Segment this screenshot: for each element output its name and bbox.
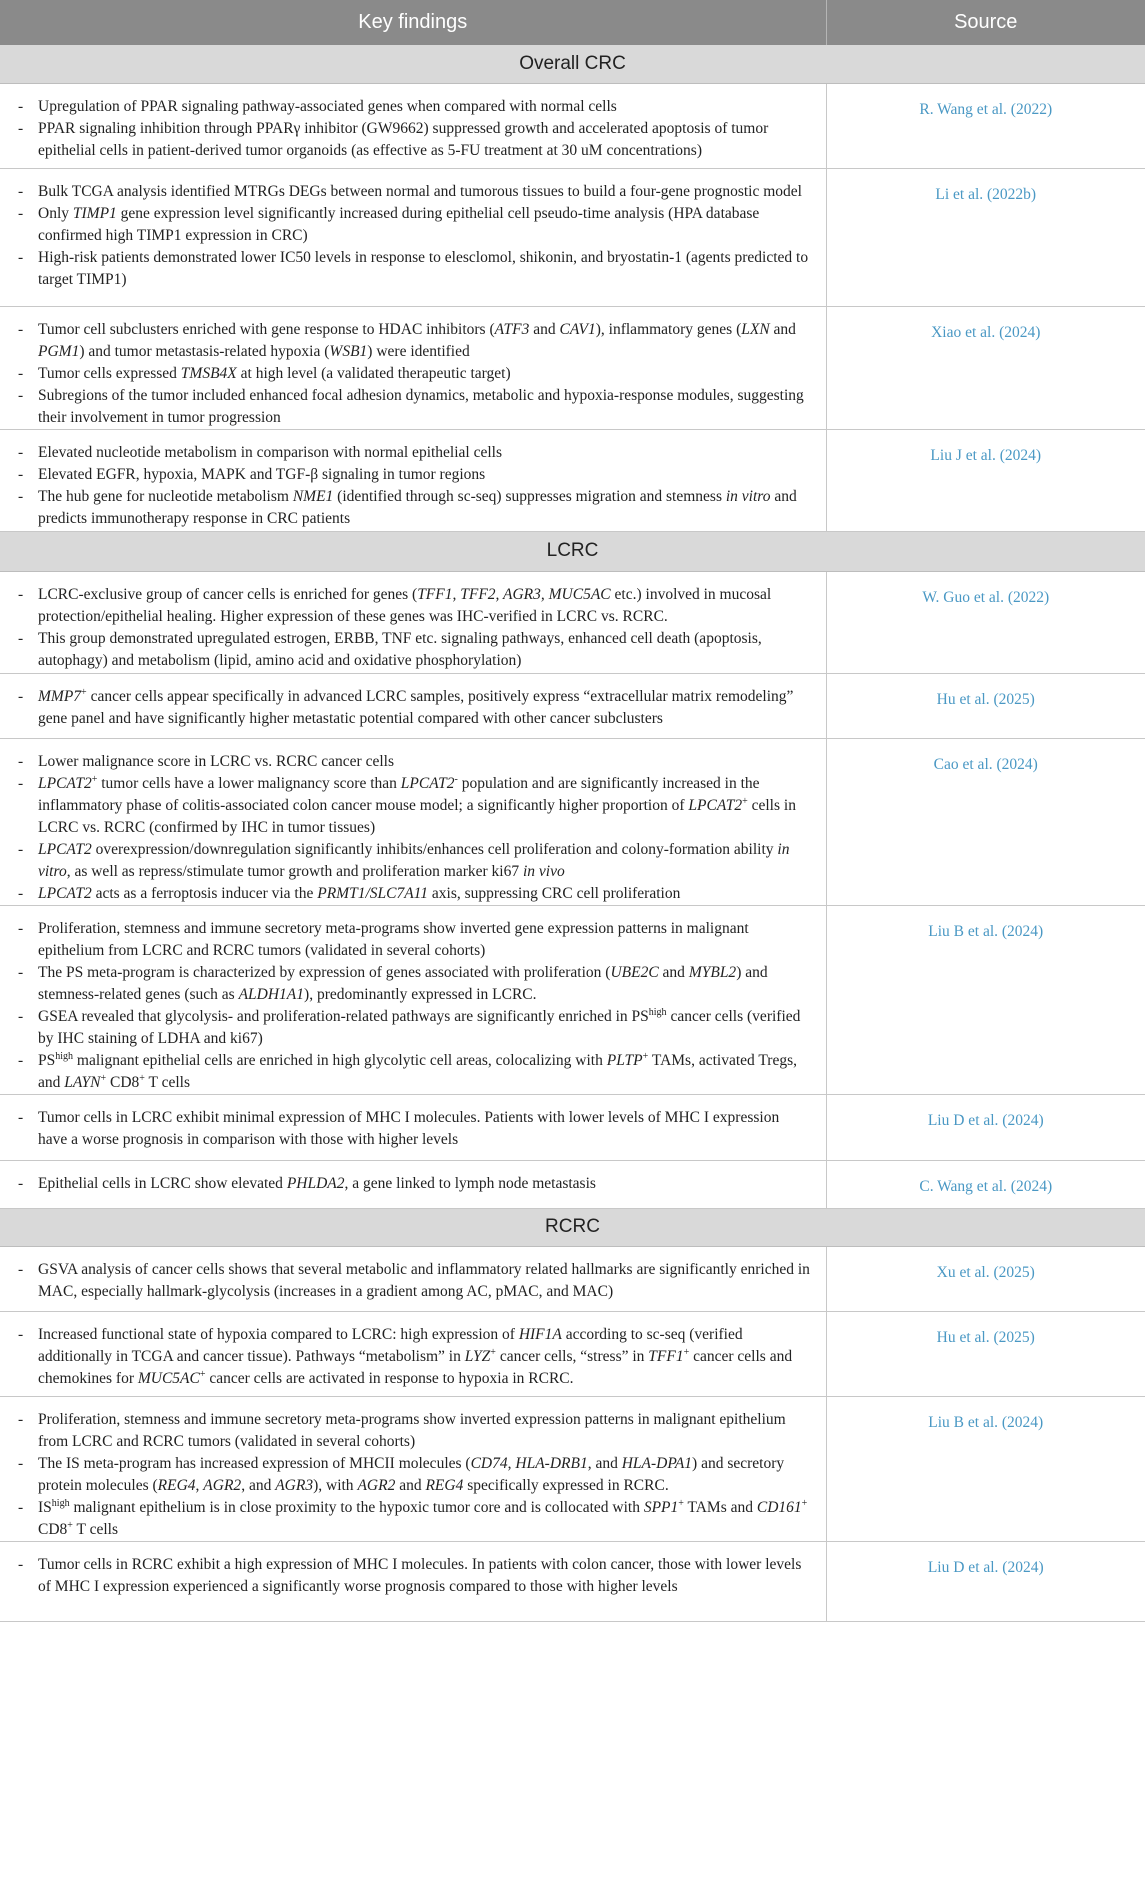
key-findings-cell bbox=[0, 429, 826, 531]
header-source: Source bbox=[826, 0, 1145, 45]
findings-list bbox=[0, 1095, 826, 1151]
section-row bbox=[0, 1208, 1145, 1246]
source-cell bbox=[826, 1094, 1145, 1160]
key-findings-cell bbox=[0, 1160, 826, 1208]
finding-item: - The hub gene for nucleotide metabolism NME1 (identified through sc-seq) suppresses migration and stemness in vitro and predicts immunotherapy response in CRC patients bbox=[38, 486, 812, 530]
table-row bbox=[0, 905, 1145, 1094]
finding-item: - LPCAT2+ tumor cells have a lower malignancy score than LPCAT2- population and are significantly increased in the inflammatory phase of colitis-associated colon cancer mouse model; a significantly higher proportion of LPCAT2+ cells in LCRC vs. RCRC (confirmed by IHC in tumor tissues) bbox=[38, 773, 812, 839]
finding-item: - Increased functional state of hypoxia compared to LCRC: high expression of HIF1A according to sc-seq (verified additionally in TCGA and cancer tissue). Pathways “metabolism” in LYZ+ cancer cells, “stress” in TFF1+ cancer cells and chemokines for MUC5AC+ cancer cells are activated in response to hypoxia in RCRC. bbox=[38, 1324, 812, 1390]
key-findings-cell bbox=[0, 1396, 826, 1541]
finding-item: - Elevated nucleotide metabolism in comparison with normal epithelial cells bbox=[38, 442, 812, 464]
table-row bbox=[0, 1094, 1145, 1160]
key-findings-cell bbox=[0, 83, 826, 168]
findings-list bbox=[0, 430, 826, 530]
key-findings-cell bbox=[0, 738, 826, 905]
key-findings-cell bbox=[0, 571, 826, 673]
key-findings-cell bbox=[0, 1311, 826, 1396]
finding-item: - The IS meta-program has increased expression of MHCII molecules (CD74, HLA-DRB1, and HLA-DPA1) and secretory protein molecules (REG4, AGR2, and AGR3), with AGR2 and REG4 specifically expressed in RCRC. bbox=[38, 1453, 812, 1497]
source-cell bbox=[826, 306, 1145, 429]
source-link[interactable]: Xu et al. (2025) bbox=[936, 1263, 1035, 1281]
key-findings-cell bbox=[0, 1246, 826, 1311]
source-link[interactable]: Liu B et al. (2024) bbox=[928, 922, 1044, 940]
source-link[interactable]: Li et al. (2022b) bbox=[935, 185, 1037, 203]
table-row bbox=[0, 738, 1145, 905]
findings-list bbox=[0, 1542, 826, 1598]
key-findings-cell bbox=[0, 168, 826, 306]
finding-item: - This group demonstrated upregulated estrogen, ERBB, TNF etc. signaling pathways, enhanced cell death (apoptosis, autophagy) and metabolism (lipid, amino acid and oxidative phosphorylation) bbox=[38, 628, 812, 672]
source-cell bbox=[826, 571, 1145, 673]
findings-list bbox=[0, 674, 826, 730]
section-row bbox=[0, 531, 1145, 571]
source-cell bbox=[826, 1311, 1145, 1396]
source-cell bbox=[826, 1541, 1145, 1621]
source-link[interactable]: Liu D et al. (2024) bbox=[927, 1558, 1044, 1576]
finding-item: - Epithelial cells in LCRC show elevated PHLDA2, a gene linked to lymph node metastasis bbox=[38, 1173, 812, 1195]
finding-item: - GSVA analysis of cancer cells shows that several metabolic and inflammatory related hallmarks are significantly enriched in MAC, especially hallmark-glycolysis (increases in a gradient among AC, pMAC, and MAC) bbox=[38, 1259, 812, 1303]
findings-list bbox=[0, 169, 826, 291]
finding-item: - Only TIMP1 gene expression level significantly increased during epithelial cell pseudo-time analysis (HPA database confirmed high TIMP1 expression in CRC) bbox=[38, 203, 812, 247]
source-cell bbox=[826, 738, 1145, 905]
finding-item: - Elevated EGFR, hypoxia, MAPK and TGF-β signaling in tumor regions bbox=[38, 464, 812, 486]
header-row bbox=[0, 0, 1145, 45]
finding-item: - Lower malignance score in LCRC vs. RCRC cancer cells bbox=[38, 751, 812, 773]
section-title: LCRC bbox=[0, 531, 1145, 571]
finding-item: - Tumor cells expressed TMSB4X at high level (a validated therapeutic target) bbox=[38, 363, 812, 385]
finding-item: - High-risk patients demonstrated lower IC50 levels in response to elesclomol, shikonin, and bryostatin-1 (agents predicted to target TIMP1) bbox=[38, 247, 812, 291]
findings-list bbox=[0, 1312, 826, 1390]
source-link[interactable]: C. Wang et al. (2024) bbox=[919, 1177, 1053, 1195]
key-findings-cell bbox=[0, 673, 826, 738]
finding-item: - LCRC-exclusive group of cancer cells is enriched for genes (TFF1, TFF2, AGR3, MUC5AC etc.) involved in mucosal protection/epithelial healing. Higher expression of these genes was IHC-verified in LCRC vs. RCRC. bbox=[38, 584, 812, 628]
findings-list bbox=[0, 572, 826, 672]
source-link[interactable]: Liu J et al. (2024) bbox=[930, 446, 1042, 464]
findings-list bbox=[0, 739, 826, 905]
source-cell bbox=[826, 429, 1145, 531]
finding-item: - MMP7+ cancer cells appear specifically in advanced LCRC samples, positively express “extracellular matrix remodeling” gene panel and have significantly higher metastatic potential compared with other cancer subclusters bbox=[38, 686, 812, 730]
source-link[interactable]: Liu D et al. (2024) bbox=[927, 1111, 1044, 1129]
finding-item: - Proliferation, stemness and immune secretory meta-programs show inverted expression patterns in malignant epithelium from LCRC and RCRC tumors (validated in several cohorts) bbox=[38, 1409, 812, 1453]
table-row bbox=[0, 306, 1145, 429]
source-cell bbox=[826, 905, 1145, 1094]
findings-list bbox=[0, 84, 826, 162]
finding-item: - Upregulation of PPAR signaling pathway-associated genes when compared with normal cells bbox=[38, 96, 812, 118]
finding-item: - Tumor cells in RCRC exhibit a high expression of MHC I molecules. In patients with colon cancer, those with lower levels of MHC I expression experienced a significantly worse prognosis compared to those with higher levels bbox=[38, 1554, 812, 1598]
finding-item: - Proliferation, stemness and immune secretory meta-programs show inverted gene expression patterns in malignant epithelium from LCRC and RCRC tumors (validated in several cohorts) bbox=[38, 918, 812, 962]
source-cell bbox=[826, 673, 1145, 738]
finding-item: - LPCAT2 acts as a ferroptosis inducer via the PRMT1/SLC7A11 axis, suppressing CRC cell proliferation bbox=[38, 883, 812, 905]
table-row bbox=[0, 1160, 1145, 1208]
header-key-findings: Key findings bbox=[0, 0, 826, 45]
table-row bbox=[0, 168, 1145, 306]
section-row bbox=[0, 45, 1145, 83]
source-link[interactable]: Hu et al. (2025) bbox=[936, 690, 1035, 708]
findings-list bbox=[0, 1247, 826, 1303]
source-cell bbox=[826, 168, 1145, 306]
findings-list bbox=[0, 906, 826, 1094]
source-link[interactable]: Xiao et al. (2024) bbox=[931, 323, 1041, 341]
finding-item: - $IS^{high}$ malignant epithelium is in close proximity to the hypoxic tumor core and is collocated with SPP1+ TAMs and CD161+ CD8+ T cells bbox=[38, 1497, 812, 1541]
finding-item: - Bulk TCGA analysis identified MTRGs DEGs between normal and tumorous tissues to build a four-gene prognostic model bbox=[38, 181, 812, 203]
finding-item: - LPCAT2 overexpression/downregulation significantly inhibits/enhances cell proliferation and colony-formation ability in vitro, as well as repress/stimulate tumor growth and proliferation marker ki67 in vivo bbox=[38, 839, 812, 883]
table-row bbox=[0, 1396, 1145, 1541]
finding-item: - PPAR signaling inhibition through PPARγ inhibitor (GW9662) suppressed growth and accelerated apoptosis of tumor epithelial cells in patient-derived tumor organoids (as effective as 5-FU treatment at 30 uM concentrations) bbox=[38, 118, 812, 162]
source-cell bbox=[826, 83, 1145, 168]
finding-item: - $PS^{high}$ malignant epithelial cells are enriched in high glycolytic cell areas, colocalizing with PLTP+ TAMs, activated Tregs, and LAYN+ CD8+ T cells bbox=[38, 1050, 812, 1094]
source-link[interactable]: R. Wang et al. (2022) bbox=[919, 100, 1053, 118]
key-findings-cell bbox=[0, 1541, 826, 1621]
source-cell bbox=[826, 1246, 1145, 1311]
source-link[interactable]: Cao et al. (2024) bbox=[933, 755, 1038, 773]
table-row bbox=[0, 571, 1145, 673]
finding-item: - The PS meta-program is characterized by expression of genes associated with proliferation (UBE2C and MYBL2) and stemness-related genes (such as ALDH1A1), predominantly expressed in LCRC. bbox=[38, 962, 812, 1006]
key-findings-cell bbox=[0, 306, 826, 429]
table-row bbox=[0, 1246, 1145, 1311]
source-link[interactable]: W. Guo et al. (2022) bbox=[922, 588, 1050, 606]
table-body bbox=[0, 45, 1145, 1621]
source-cell bbox=[826, 1160, 1145, 1208]
finding-item: - Tumor cells in LCRC exhibit minimal expression of MHC I molecules. Patients with lower levels of MHC I expression have a worse prognosis in comparison with those with higher levels bbox=[38, 1107, 812, 1151]
key-findings-cell bbox=[0, 1094, 826, 1160]
source-cell bbox=[826, 1396, 1145, 1541]
source-link[interactable]: Liu B et al. (2024) bbox=[928, 1413, 1044, 1431]
table-row bbox=[0, 429, 1145, 531]
key-findings-cell bbox=[0, 905, 826, 1094]
table-row bbox=[0, 83, 1145, 168]
finding-item: - Subregions of the tumor included enhanced focal adhesion dynamics, metabolic and hypoxia-response modules, suggesting their involvement in tumor progression bbox=[38, 385, 812, 429]
findings-list bbox=[0, 307, 826, 429]
table-row bbox=[0, 673, 1145, 738]
findings-list bbox=[0, 1161, 826, 1195]
finding-item: - GSEA revealed that glycolysis- and proliferation-related pathways are significantly enriched in $PS^{high}$ cancer cells (verified by IHC staining of LDHA and ki67) bbox=[38, 1006, 812, 1050]
section-title: RCRC bbox=[0, 1208, 1145, 1246]
findings-list bbox=[0, 1397, 826, 1541]
finding-item: - Tumor cell subclusters enriched with gene response to HDAC inhibitors (ATF3 and CAV1), inflammatory genes (LXN and PGM1) and tumor metastasis-related hypoxia (WSB1) were identified bbox=[38, 319, 812, 363]
table-row bbox=[0, 1311, 1145, 1396]
section-title: Overall CRC bbox=[0, 45, 1145, 83]
table-row bbox=[0, 1541, 1145, 1621]
source-link[interactable]: Hu et al. (2025) bbox=[936, 1328, 1035, 1346]
